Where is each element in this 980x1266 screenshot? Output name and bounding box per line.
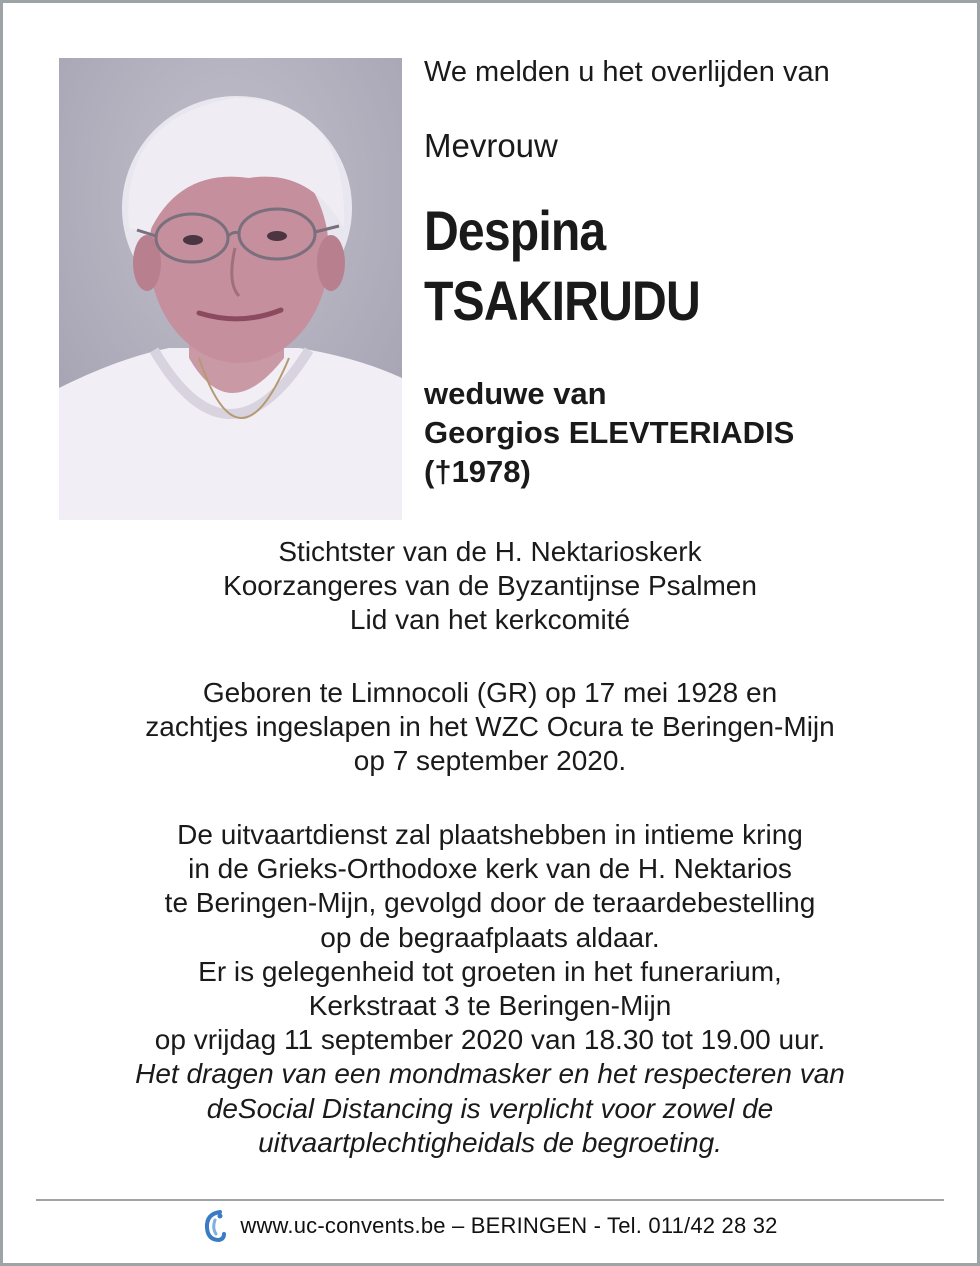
service-line: Er is gelegenheid tot groeten in het funerarium, [198, 955, 782, 987]
birth-death-line: zachtjes ingeslapen in het WZC Ocura te Beringen-Mijn [145, 711, 835, 743]
covid-note-line: uitvaartplechtigheidals de begroeting. [258, 1126, 722, 1158]
birth-death-line: op 7 september 2020. [353, 745, 627, 777]
service-line: in de Grieks-Orthodoxe kerk van de H. Nektarios [188, 853, 792, 885]
salutation: Mevrouw [424, 127, 558, 164]
birth-death-block [60, 676, 920, 779]
uc-convents-logo-icon [202, 1208, 228, 1244]
widow-line: weduwe van [424, 376, 607, 411]
intro-line: We melden u het overlijden van [424, 56, 830, 88]
service-line: De uitvaartdienst zal plaatshebben in intieme kring [177, 819, 803, 850]
deceased-name [424, 196, 700, 336]
role-line: Koorzangeres van de Byzantijnse Psalmen [223, 570, 757, 602]
covid-note-line: Het dragen van een mondmasker en het respecteren van [135, 1058, 845, 1090]
footer [0, 1206, 980, 1246]
spouse-name: Georgios ELEVTERIADIS [424, 415, 795, 450]
service-line: op vrijdag 11 september 2020 van 18.30 tot 19.00 uur. [154, 1024, 826, 1056]
footer-divider [36, 1199, 944, 1201]
service-block [60, 818, 920, 1160]
widow-of-block [424, 374, 794, 491]
service-line: op de begraafplaats aldaar. [320, 921, 660, 953]
role-line: Lid van het kerkcomité [349, 604, 631, 636]
deceased-portrait-photo [59, 58, 402, 520]
service-line: te Beringen-Mijn, gevolgd door de teraardebestelling [164, 887, 816, 919]
first-name: Despina [424, 199, 606, 262]
last-name: TSAKIRUDU [424, 269, 700, 332]
spouse-death-year: (†1978) [424, 454, 531, 489]
birth-death-line: Geboren te Limnocoli (GR) op 17 mei 1928 en [202, 677, 778, 708]
covid-note-line: deSocial Distancing is verplicht voor zowel de [206, 1092, 774, 1124]
footer-contact: www.uc-convents.be – BERINGEN - Tel. 011/42 28 32 [240, 1213, 778, 1238]
roles-block [60, 535, 920, 638]
service-line: Kerkstraat 3 te Beringen-Mijn [308, 990, 672, 1022]
role-line: Stichtster van de H. Nektarioskerk [278, 536, 702, 567]
